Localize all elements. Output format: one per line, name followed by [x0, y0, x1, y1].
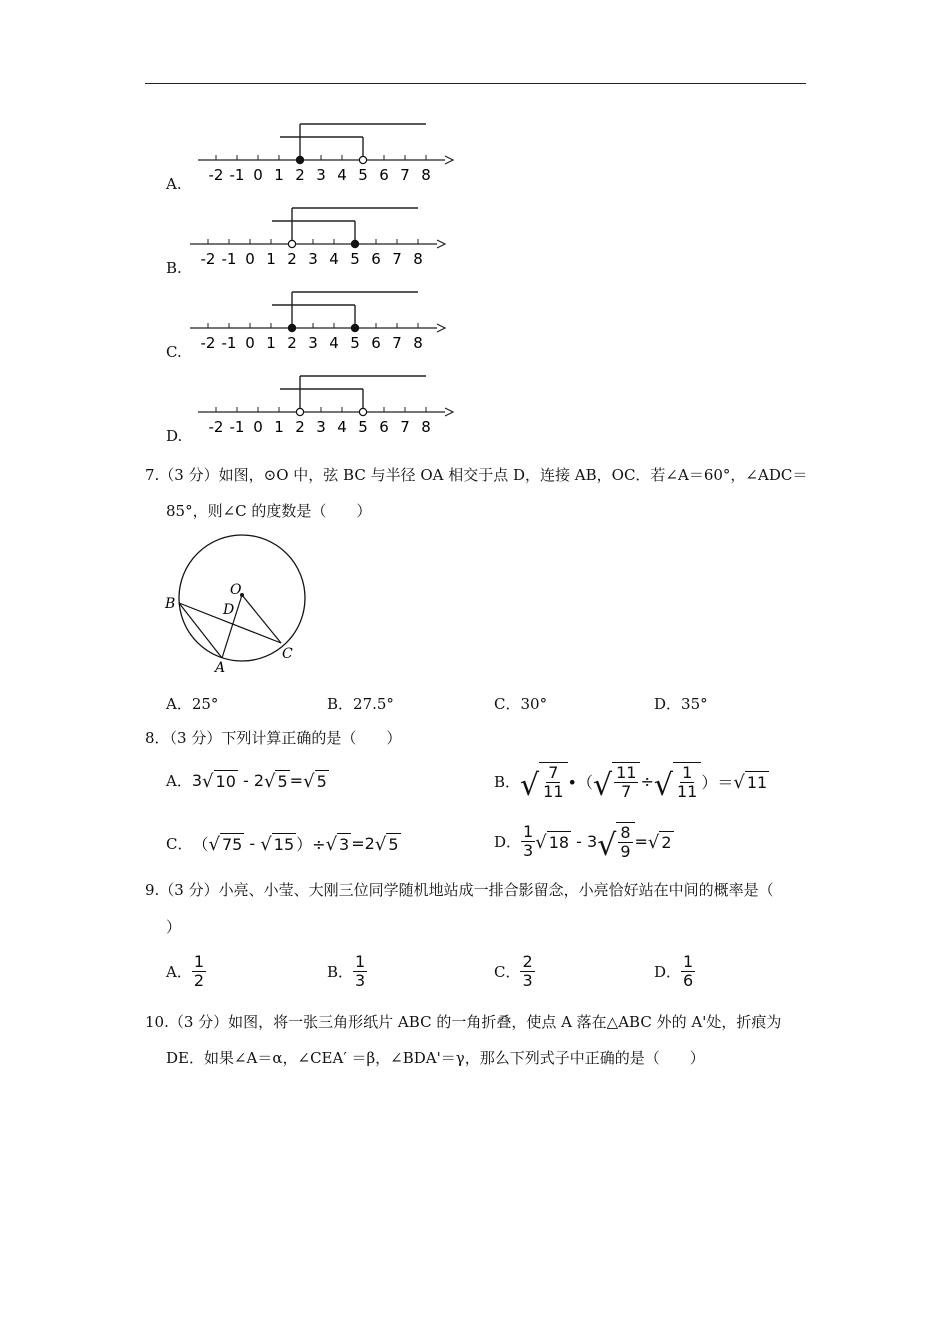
tick-label: 8 — [421, 418, 431, 436]
solid-point — [296, 156, 303, 163]
q7-choice-a[interactable]: A．25° — [166, 695, 219, 713]
axis-arrow — [445, 156, 453, 164]
solid-point — [351, 324, 358, 331]
tick-label: 8 — [413, 250, 423, 268]
tick-label: 5 — [358, 418, 368, 436]
tick-label: -1 — [229, 418, 245, 436]
tick-label: 6 — [379, 166, 389, 184]
tick-label: 0 — [245, 250, 255, 268]
tick-label: 3 — [316, 166, 326, 184]
q6-option-label-3[interactable]: D. — [166, 427, 183, 445]
solid-point — [351, 240, 358, 247]
q8-b-label: B． — [494, 773, 521, 791]
tick-label: 1 — [274, 166, 284, 184]
axis-arrow — [437, 240, 445, 248]
tick-label: 3 — [308, 250, 318, 268]
tick-label: 1 — [274, 418, 284, 436]
q7-choice-b[interactable]: B．27.5° — [327, 695, 394, 713]
tick-label: -1 — [221, 334, 237, 352]
q8-c-label: C． — [166, 835, 193, 853]
q8-a-label: A． — [166, 772, 192, 790]
q8-choice-a[interactable]: A． 3 √ 10 - 2 √ 5 = √ 5 — [166, 771, 327, 792]
tick-label: 7 — [400, 418, 410, 436]
tick-label: -1 — [221, 250, 237, 268]
q9-choice-b[interactable]: B． $\frac{1}{3}$ — [327, 952, 366, 990]
tick-label: 4 — [329, 334, 339, 352]
hollow-point — [288, 240, 295, 247]
tick-label: 1 — [266, 334, 276, 352]
tick-label: 4 — [337, 418, 347, 436]
tick-label: 7 — [400, 166, 410, 184]
hollow-point — [359, 156, 366, 163]
circle-figure — [160, 528, 320, 678]
header-rule — [145, 83, 806, 84]
q9-choice-a[interactable]: A． $\frac{1}{2}$ — [166, 952, 205, 990]
tick-label: 6 — [371, 334, 381, 352]
q8-d-label: D． — [494, 833, 522, 851]
q8-choice-b[interactable]: B． √ $\frac{7}{11}$ •（ √ $\frac{11}{7}$ ÷ √ $\frac{1}{11}$ ）＝ √ 11 — [494, 763, 768, 803]
q6-option-label-0[interactable]: A. — [166, 175, 182, 193]
tick-label: 6 — [371, 250, 381, 268]
q6-number-line-0 — [190, 118, 460, 188]
tick-label: 2 — [295, 418, 305, 436]
hollow-point — [296, 408, 303, 415]
circle-o — [179, 535, 305, 661]
q9-line1: 9.（3 分）小亮、小莹、大刚三位同学随机地站成一排合影留念，小亮恰好站在中间的概率是（ — [145, 881, 774, 899]
q6-number-line-3 — [190, 370, 460, 440]
q6-option-label-1[interactable]: B. — [166, 259, 182, 277]
tick-label: 2 — [287, 250, 297, 268]
tick-label: 5 — [350, 334, 360, 352]
tick-label: -2 — [200, 334, 216, 352]
tick-label: -2 — [208, 418, 224, 436]
q7-choice-d[interactable]: D．35° — [654, 695, 708, 713]
q8-stem: 8．（3 分）下列计算正确的是（ ） — [145, 729, 402, 747]
tick-label: 0 — [253, 166, 263, 184]
tick-label: 3 — [308, 334, 318, 352]
q8-choice-d[interactable]: D． $\frac{1}{3}$ √ 18 - 3 √ $\frac{8}{9}$ = √ 2 — [494, 822, 672, 863]
tick-label: 5 — [350, 250, 360, 268]
solid-point — [288, 324, 295, 331]
tick-label: -2 — [208, 166, 224, 184]
q9-choice-d[interactable]: D． $\frac{1}{6}$ — [654, 952, 694, 990]
q9-choice-c[interactable]: C． $\frac{2}{3}$ — [494, 952, 533, 990]
label-a: A — [215, 660, 226, 676]
tick-label: -1 — [229, 166, 245, 184]
axis-arrow — [445, 408, 453, 416]
q6-number-line-1 — [182, 202, 452, 272]
tick-label: -2 — [200, 250, 216, 268]
tick-label: 4 — [337, 166, 347, 184]
hollow-point — [359, 408, 366, 415]
label-o: O — [230, 582, 242, 598]
tick-label: 7 — [392, 334, 402, 352]
tick-label: 8 — [413, 334, 423, 352]
q8-choice-c[interactable]: C． （ √ 75 - √ 15 ）÷ √ 3 =2 √ 5 — [166, 834, 399, 855]
q7-line2: 85°，则∠C 的度数是（ ） — [166, 502, 372, 520]
tick-label: 1 — [266, 250, 276, 268]
label-d: D — [223, 602, 235, 618]
tick-label: 4 — [329, 250, 339, 268]
tick-label: 0 — [253, 418, 263, 436]
q10-line2: DE．如果∠A＝α，∠CEA′ ＝β，∠BDA'＝γ，那么下列式子中正确的是（ ） — [166, 1049, 705, 1067]
q7-choice-c[interactable]: C．30° — [494, 695, 548, 713]
tick-label: 3 — [316, 418, 326, 436]
tick-label: 2 — [287, 334, 297, 352]
q9-line2: ） — [166, 918, 182, 936]
tick-label: 5 — [358, 166, 368, 184]
tick-label: 0 — [245, 334, 255, 352]
tick-label: 2 — [295, 166, 305, 184]
q10-line1: 10.（3 分）如图，将一张三角形纸片 ABC 的一角折叠，使点 A 落在△ABC 外的 A'处，折痕为 — [145, 1013, 782, 1031]
label-c: C — [282, 646, 293, 662]
tick-label: 8 — [421, 166, 431, 184]
label-b: B — [165, 596, 176, 612]
tick-label: 7 — [392, 250, 402, 268]
axis-arrow — [437, 324, 445, 332]
q6-option-label-2[interactable]: C. — [166, 343, 182, 361]
q6-number-line-2 — [182, 286, 452, 356]
q7-line1: 7.（3 分）如图，⊙O 中，弦 BC 与半径 OA 相交于点 D，连接 AB，OC．若∠A＝60°，∠ADC＝ — [145, 466, 808, 484]
tick-label: 6 — [379, 418, 389, 436]
